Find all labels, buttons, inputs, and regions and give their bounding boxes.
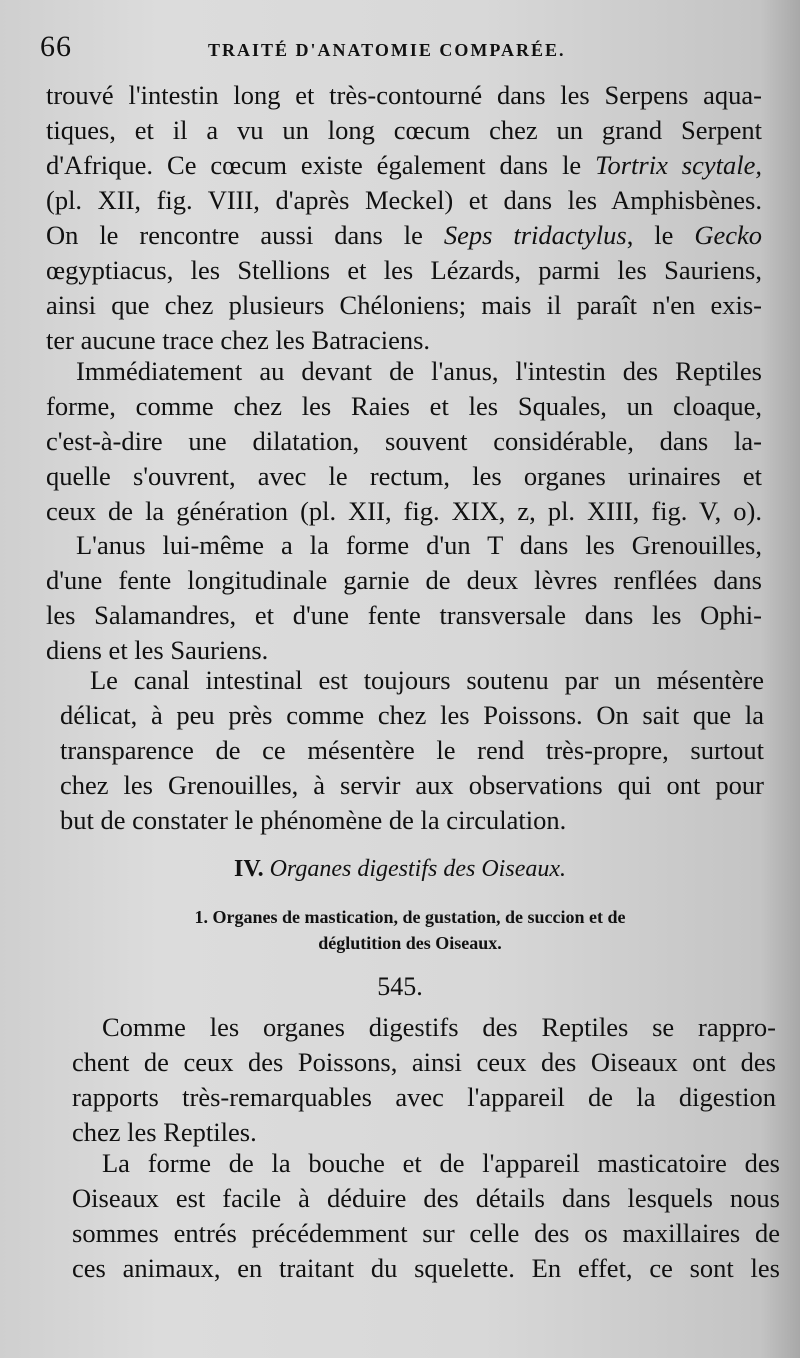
subsection-title-line: déglutition des Oiseaux. bbox=[318, 933, 502, 953]
text-line: ainsi que chez plusieurs Chéloniens; mais il paraît n'en exis- bbox=[46, 290, 762, 320]
text-line: chent de ceux des Poissons, ainsi ceux des Oiseaux ont des bbox=[72, 1047, 776, 1077]
section-title: Organes digestifs des Oiseaux. bbox=[269, 856, 566, 882]
species-name: Seps tridactylus bbox=[443, 220, 627, 250]
text-line: sommes entrés précédemment sur celle des os maxillaires de bbox=[72, 1218, 780, 1248]
text-line: La forme de la bouche et de l'appareil masticatoire des bbox=[102, 1148, 780, 1178]
section-number: IV. bbox=[234, 856, 264, 882]
running-title: TRAITÉ D'ANATOMIE COMPARÉE. bbox=[208, 40, 566, 60]
text-line: (pl. XII, fig. VIII, d'après Meckel) et dans les Amphisbènes. bbox=[46, 185, 762, 215]
text-line: trouvé l'intestin long et très-contourné dans les Serpens aqua- bbox=[46, 80, 762, 110]
subsection-heading bbox=[60, 904, 760, 956]
text-line: quelle s'ouvrent, avec le rectum, les organes urinaires et bbox=[46, 461, 762, 491]
text-line: Oiseaux est facile à déduire des détails dans lesquels nous bbox=[72, 1183, 780, 1213]
text-line: forme, comme chez les Raies et les Squales, un cloaque, bbox=[46, 391, 762, 421]
text-line: c'est-à-dire une dilatation, souvent considérable, dans la- bbox=[46, 426, 762, 456]
species-name: Gecko bbox=[694, 220, 762, 250]
text-line: Le canal intestinal est toujours soutenu par un mésentère bbox=[90, 665, 764, 695]
text-segment: d'Afrique. Ce cœcum existe également dans le bbox=[46, 150, 596, 180]
article-number: 545. bbox=[377, 972, 423, 1001]
paragraph-2 bbox=[46, 354, 762, 529]
text-line: tiques, et il a vu un long cœcum chez un grand Serpent bbox=[46, 115, 762, 145]
text-line: les Salamandres, et d'une fente transversale dans les Ophi- bbox=[46, 600, 762, 630]
text-line: Immédiatement au devant de l'anus, l'intestin des Reptiles bbox=[76, 356, 762, 386]
text-line: Comme les organes digestifs des Reptiles se rappro- bbox=[102, 1012, 776, 1042]
text-line: d'une fente longitudinale garnie de deux lèvres renflées dans bbox=[46, 565, 762, 595]
text-line bbox=[46, 218, 762, 253]
species-name: Tortrix scytale, bbox=[595, 150, 763, 180]
text-line: L'anus lui-même a la forme d'un T dans les Grenouilles, bbox=[76, 530, 762, 560]
text-line: rapports très-remarquables avec l'appareil de la digestion bbox=[72, 1082, 776, 1112]
text-line: diens et les Sauriens. bbox=[46, 635, 269, 665]
subsection-title-line: 1. Organes de mastication, de gustation, de succion et de bbox=[194, 907, 626, 927]
paragraph-1 bbox=[46, 78, 762, 358]
text-line: délicat, à peu près comme chez les Poissons. On sait que la bbox=[60, 700, 764, 730]
text-line: ces animaux, en traitant du squelette. En effet, ce sont les bbox=[72, 1253, 780, 1283]
text-line: chez les Reptiles. bbox=[72, 1117, 257, 1147]
text-segment: On le rencontre aussi dans le bbox=[46, 220, 444, 250]
paragraph-5 bbox=[72, 1010, 776, 1150]
paragraph-3 bbox=[46, 528, 762, 668]
paragraph-4 bbox=[60, 663, 764, 838]
text-line: œgyptiacus, les Stellions et les Lézards, parmi les Sauriens, bbox=[46, 255, 762, 285]
page-number: 66 bbox=[40, 30, 72, 63]
text-line: transparence de ce mésentère le rend très-propre, surtout bbox=[60, 735, 764, 765]
text-line bbox=[46, 148, 762, 183]
text-line: ceux de la génération (pl. XII, fig. XIX, z, pl. XIII, fig. V, o). bbox=[46, 496, 762, 526]
text-line: but de constater le phénomène de la circulation. bbox=[60, 805, 567, 835]
text-line: chez les Grenouilles, à servir aux observations qui ont pour bbox=[60, 770, 764, 800]
section-heading bbox=[0, 856, 800, 883]
text-segment: , le bbox=[626, 220, 695, 250]
paragraph-6 bbox=[72, 1146, 780, 1286]
text-line: ter aucune trace chez les Batraciens. bbox=[46, 325, 431, 355]
